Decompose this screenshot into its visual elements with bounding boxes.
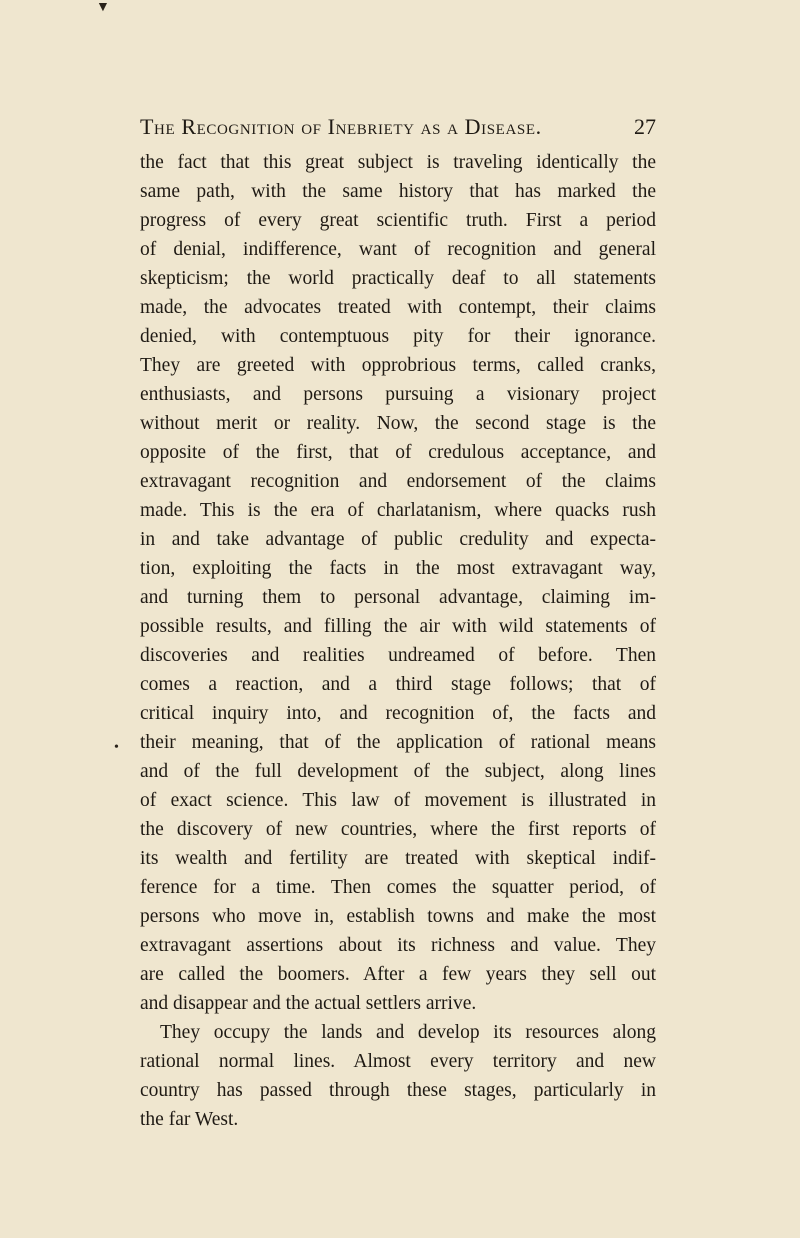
text-line: without merit or reality. Now, the second stage is the bbox=[140, 413, 656, 434]
text-line: made. This is the era of charlatanism, where quacks rush bbox=[140, 500, 656, 521]
text-line: of denial, indifference, want of recognition and general bbox=[140, 239, 656, 260]
text-line: and turning them to personal advantage, claiming im- bbox=[140, 587, 656, 608]
text-line: denied, with contemptuous pity for their ignorance. bbox=[140, 326, 656, 347]
text-line: opposite of the first, that of credulous acceptance, and bbox=[140, 442, 656, 463]
text-line: extravagant assertions about its richness and value. They bbox=[140, 935, 656, 956]
text-line: They are greeted with opprobrious terms, called cranks, bbox=[140, 355, 656, 376]
running-head bbox=[140, 114, 656, 140]
text-line: comes a reaction, and a third stage follows; that of bbox=[140, 674, 656, 695]
text-line: progress of every great scientific truth. First a period bbox=[140, 210, 656, 231]
text-line: their meaning, that of the application of rational means bbox=[140, 732, 656, 753]
text-line: the far West. bbox=[140, 1109, 239, 1130]
text-line: same path, with the same history that has marked the bbox=[140, 181, 656, 202]
text-line: are called the boomers. After a few years they sell out bbox=[140, 964, 656, 985]
text-line: made, the advocates treated with contempt, their claims bbox=[140, 297, 656, 318]
text-line: the discovery of new countries, where the first reports of bbox=[140, 819, 656, 840]
running-title: The Recognition of Inebriety as a Disease. bbox=[140, 114, 542, 139]
text-line: its wealth and fertility are treated with skeptical indif- bbox=[140, 848, 656, 869]
text-line: critical inquiry into, and recognition of, the facts and bbox=[140, 703, 656, 724]
text-line: persons who move in, establish towns and make the most bbox=[140, 906, 656, 927]
text-line: discoveries and realities undreamed of before. Then bbox=[140, 645, 656, 666]
side-margin-mark: • bbox=[114, 740, 119, 755]
text-line: the fact that this great subject is traveling identically the bbox=[140, 152, 656, 173]
text-line: skepticism; the world practically deaf to all statements bbox=[140, 268, 656, 289]
text-line: They occupy the lands and develop its resources along bbox=[160, 1022, 656, 1043]
text-line: tion, exploiting the facts in the most extravagant way, bbox=[140, 558, 656, 579]
page-number: 27 bbox=[634, 114, 656, 139]
text-line: ference for a time. Then comes the squatter period, of bbox=[140, 877, 656, 898]
text-line: country has passed through these stages, particularly in bbox=[140, 1080, 656, 1101]
text-line: of exact science. This law of movement is illustrated in bbox=[140, 790, 656, 811]
text-line: and disappear and the actual settlers arrive. bbox=[140, 993, 477, 1014]
text-line: and of the full development of the subject, along lines bbox=[140, 761, 656, 782]
text-line: extravagant recognition and endorsement of the claims bbox=[140, 471, 656, 492]
text-line: rational normal lines. Almost every territory and new bbox=[140, 1051, 656, 1072]
text-line: enthusiasts, and persons pursuing a visionary project bbox=[140, 384, 656, 405]
text-line: possible results, and filling the air with wild statements of bbox=[140, 616, 656, 637]
text-line: in and take advantage of public credulity and expecta- bbox=[140, 529, 656, 550]
top-margin-mark: ▼ bbox=[96, 0, 110, 15]
body-text bbox=[140, 148, 656, 1134]
